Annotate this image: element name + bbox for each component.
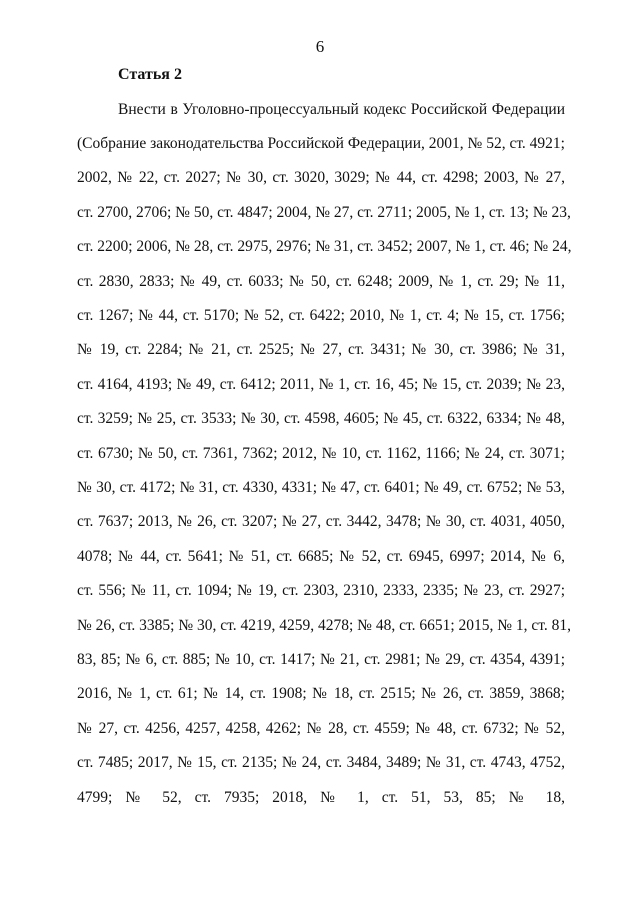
text-line-15: ст. 556; № 11, ст. 1094; № 19, ст. 2303, 2310, 2333, 2335; № 23, ст. 2927;	[77, 582, 565, 599]
text-line-7: ст. 1267; № 44, ст. 5170; № 52, ст. 6422; 2010, № 1, ст. 4; № 15, ст. 1756;	[77, 307, 565, 324]
text-line-14: 4078; № 44, ст. 5641; № 51, ст. 6685; № 52, ст. 6945, 6997; 2014, № 6,	[77, 548, 565, 565]
text-line-12: № 30, ст. 4172; № 31, ст. 4330, 4331; № 47, ст. 6401; № 49, ст. 6752; № 53,	[77, 479, 565, 496]
page-number: 6	[315, 37, 325, 56]
text-line-3: 2002, № 22, ст. 2027; № 30, ст. 3020, 3029; № 44, ст. 4298; 2003, № 27,	[77, 169, 565, 186]
article-heading: Статья 2	[118, 66, 182, 83]
text-line-6: ст. 2830, 2833; № 49, ст. 6033; № 50, ст. 6248; 2009, № 1, ст. 29; № 11,	[77, 273, 565, 290]
text-line-19: № 27, ст. 4256, 4257, 4258, 4262; № 28, ст. 4559; № 48, ст. 6732; № 52,	[77, 720, 565, 737]
text-line-10: ст. 3259; № 25, ст. 3533; № 30, ст. 4598, 4605; № 45, ст. 6322, 6334; № 48,	[77, 410, 565, 427]
text-line-11: ст. 6730; № 50, ст. 7361, 7362; 2012, № 10, ст. 1162, 1166; № 24, ст. 3071;	[77, 445, 565, 462]
text-line-17: 83, 85; № 6, ст. 885; № 10, ст. 1417; № 21, ст. 2981; № 29, ст. 4354, 4391;	[77, 651, 565, 668]
text-line-9: ст. 4164, 4193; № 49, ст. 6412; 2011, № 1, ст. 16, 45; № 15, ст. 2039; № 23,	[77, 376, 565, 393]
text-line-13: ст. 7637; 2013, № 26, ст. 3207; № 27, ст. 3442, 3478; № 30, ст. 4031, 4050,	[77, 513, 565, 530]
text-line-1: Внести в Уголовно-процессуальный кодекс Российской Федерации	[118, 101, 565, 118]
text-line-18: 2016, № 1, ст. 61; № 14, ст. 1908; № 18, ст. 2515; № 26, ст. 3859, 3868;	[77, 685, 565, 702]
text-line-8: № 19, ст. 2284; № 21, ст. 2525; № 27, ст. 3431; № 30, ст. 3986; № 31,	[77, 341, 565, 358]
text-line-20: ст. 7485; 2017, № 15, ст. 2135; № 24, ст. 3484, 3489; № 31, ст. 4743, 4752,	[77, 754, 565, 771]
text-line-4: ст. 2700, 2706; № 50, ст. 4847; 2004, № 27, ст. 2711; 2005, № 1, ст. 13; № 23,	[77, 204, 571, 221]
text-line-21: 4799; № 52, ст. 7935; 2018, № 1, ст. 51, 53, 85; № 18,	[77, 789, 565, 806]
text-line-16: № 26, ст. 3385; № 30, ст. 4219, 4259, 4278; № 48, ст. 6651; 2015, № 1, ст. 81,	[77, 617, 572, 634]
text-line-2: (Собрание законодательства Российской Федерации, 2001, № 52, ст. 4921;	[77, 135, 565, 152]
text-line-5: ст. 2200; 2006, № 28, ст. 2975, 2976; № 31, ст. 3452; 2007, № 1, ст. 46; № 24,	[77, 238, 572, 255]
